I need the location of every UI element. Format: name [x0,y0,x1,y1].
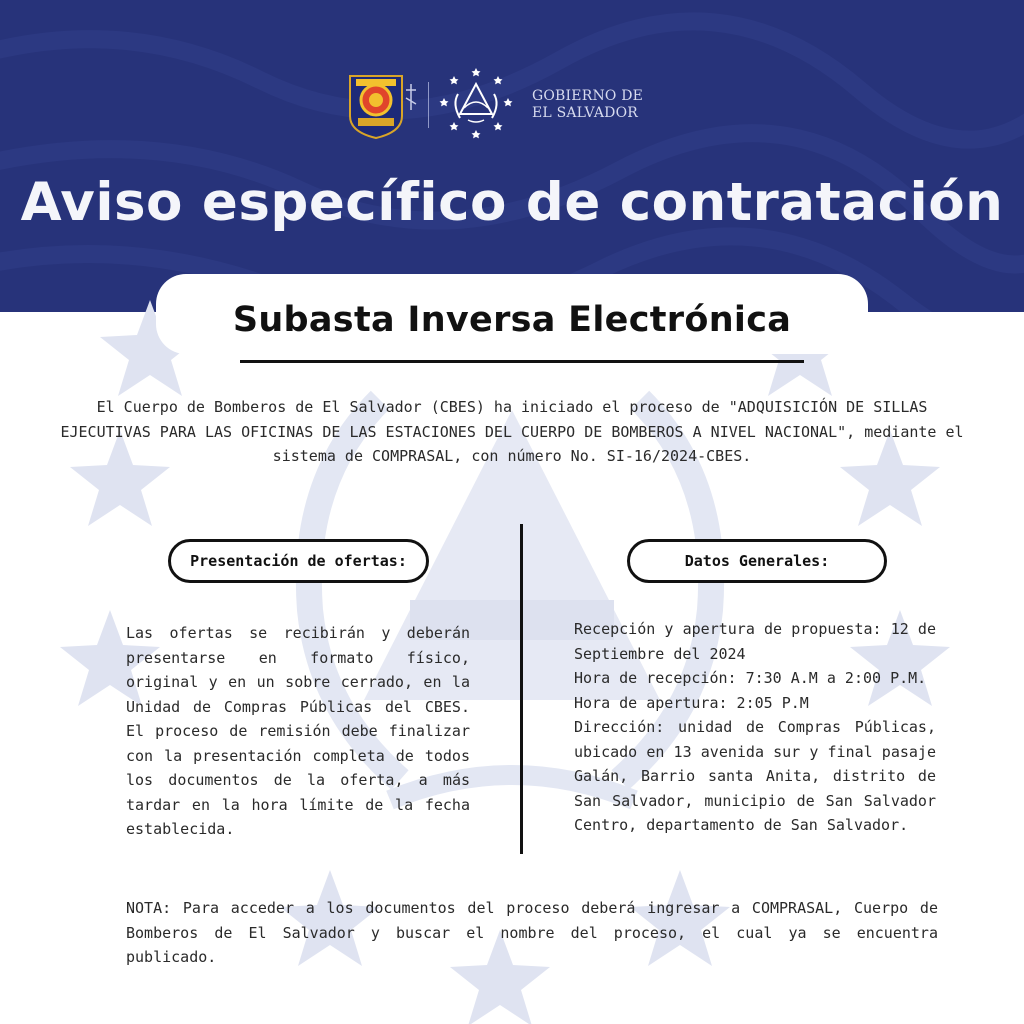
bomberos-logo-icon [342,70,420,140]
gov-text-line-1: GOBIERNO DE [532,88,644,104]
datos-heading: Datos Generales: [627,539,887,583]
datos-line-recepcion: Recepción y apertura de propuesta: 12 de Septiembre del 2024 [574,620,936,663]
bomberos-logo-base [358,118,394,126]
logo-divider [428,82,429,128]
column-divider [520,524,523,854]
nota-paragraph: NOTA: Para acceder a los documentos del proceso deberá ingresar a COMPRASAL, Cuerpo de Bomberos de El Salvador y buscar el nombre del proceso, el cual ya se encuentra publicado. [126,899,938,966]
datos-line-hora-apertura: Hora de apertura: 2:05 P.M [574,693,809,712]
gov-logo-text [532,88,672,122]
datos-line-hora-recepcion: Hora de recepción: 7:30 A.M a 2:00 P.M. [574,669,927,687]
header-banner [0,0,1024,312]
logos-row [0,64,1024,144]
page-title: Aviso específico de contratación [20,172,1004,233]
datos-list [574,617,936,838]
bomberos-logo-banner [356,79,396,86]
header-texture [0,0,1024,312]
ofertas-text: Las ofertas se recibirán y deberán presentarse en formato físico, original y en un sobre cerrado, en la Unidad de Compras Públicas del CBES. El proceso de remisión debe finalizar con la presentación completa de todos los documentos de la oferta, a más tardar en la hora límite de la fecha establecida. [126,624,470,838]
gov-text-line-2: EL SALVADOR [532,105,639,121]
datos-line-direccion: Dirección: unidad de Compras Públicas, ubicado en 13 avenida sur y final pasaje Galán, Barrio santa Anita, distrito de San Salvador, municipio de San Salvador Centro, departamento de San Salvador. [574,718,936,834]
ofertas-heading: Presentación de ofertas: [168,539,429,583]
intro-paragraph: El Cuerpo de Bomberos de El Salvador (CBES) ha iniciado el proceso de "ADQUISICIÓN DE SILLAS EJECUTIVAS PARA LAS OFICINAS DE LAS ESTACIONES DEL CUERPO DE BOMBEROS A NIVEL NACIONAL", mediante el sistema de COMPRASAL, con número No. SI-16/2024-CBES. [60,398,964,465]
subtitle: Subasta Inversa Electrónica [232,300,792,340]
subtitle-underline [240,360,804,363]
gov-emblem-icon [434,64,518,144]
